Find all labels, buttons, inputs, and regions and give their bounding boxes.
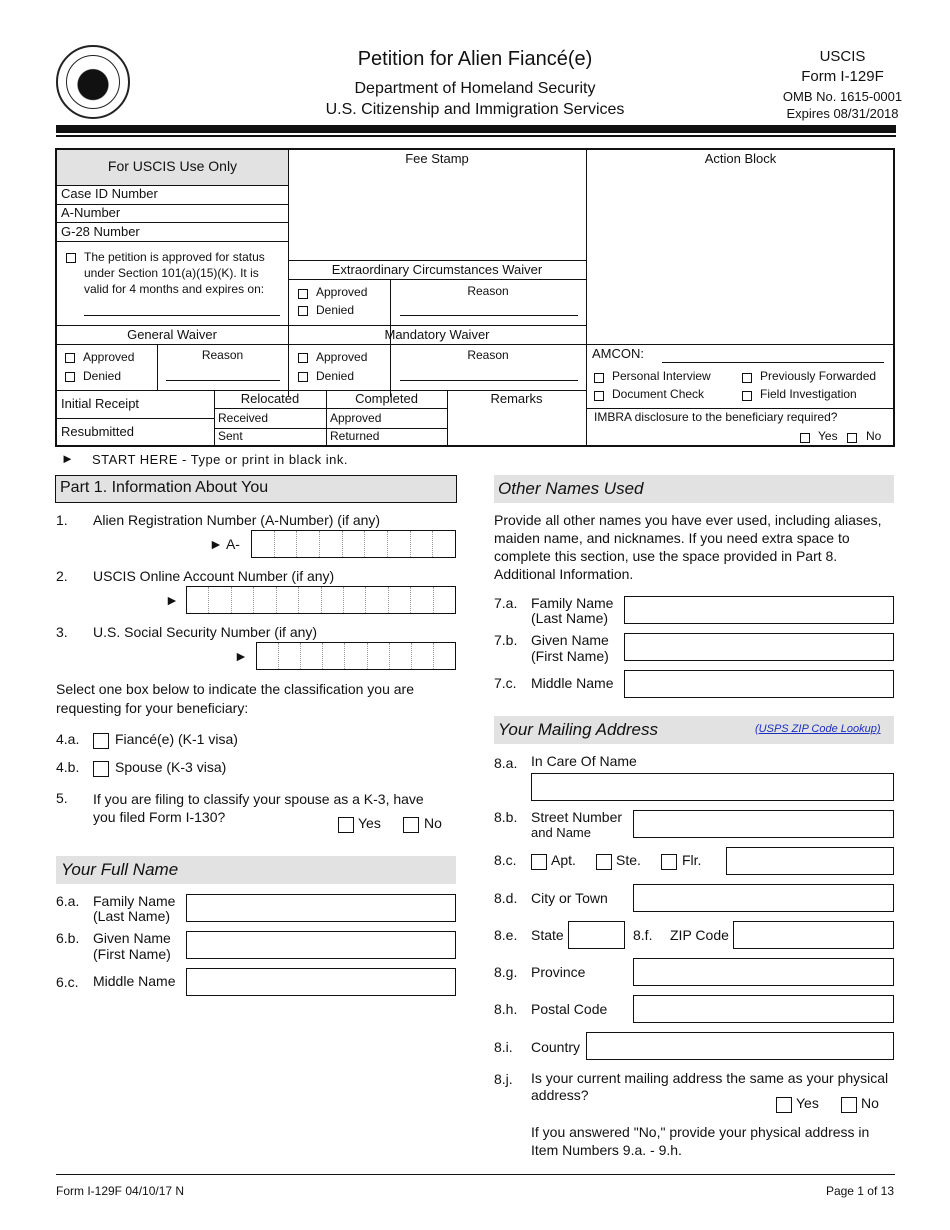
state-select[interactable] [568, 921, 625, 949]
q3-label: U.S. Social Security Number (if any) [93, 624, 318, 640]
q7b-label: Given Name [531, 632, 609, 648]
mandatory-reason-label: Reason [467, 348, 509, 362]
flr-checkbox[interactable] [661, 854, 677, 870]
received-label: Received [218, 411, 269, 425]
physical-address-note: If you answered "No," provide your physical address in Item Numbers 9.a. - 9.h. [531, 1124, 870, 1158]
q6b-sublabel: (First Name) [93, 946, 171, 962]
mandatory-denied-label: Denied [316, 369, 355, 383]
q8h-label: Postal Code [531, 1001, 608, 1017]
i130-no-label: No [424, 815, 442, 831]
q5-label: If you are filing to classify your spouse as a K-3, have you filed Form I-130? [93, 791, 424, 825]
ssn-input[interactable] [256, 642, 456, 670]
a-number-prefix: ► A- [209, 536, 240, 552]
returned-label: Returned [330, 429, 380, 443]
q8b-label: Street Number [531, 809, 623, 825]
q7a-number: 7.a. [494, 595, 518, 611]
omb-number: OMB No. 1615-0001 [782, 89, 903, 104]
initial-receipt-label: Initial Receipt [61, 396, 140, 411]
other-middle-name-input[interactable] [624, 670, 894, 698]
document-check-checkbox[interactable] [594, 391, 604, 401]
same-address-no-label: No [861, 1095, 879, 1111]
k1-visa-checkbox[interactable] [93, 733, 109, 749]
form-number: Form I-129F [801, 68, 884, 85]
k1-visa-label: Fiancé(e) (K-1 visa) [115, 731, 238, 747]
family-name-input[interactable] [186, 894, 456, 922]
i130-yes-checkbox[interactable] [338, 817, 354, 833]
q4b-number: 4.b. [56, 759, 80, 775]
city-input[interactable] [633, 884, 894, 912]
department-name: Department of Homeland Security [354, 80, 596, 97]
classification-instruction: Select one box below to indicate the classification you are requesting for your beneficiary: [56, 681, 414, 716]
q8i-label: Country [531, 1039, 581, 1055]
uscis-use-only-label: For USCIS Use Only [107, 158, 238, 174]
completed-label: Completed [355, 391, 418, 406]
fee-stamp-label: Fee Stamp [405, 151, 469, 166]
q6b-number: 6.b. [56, 930, 80, 946]
q8j-label: Is your current mailing address the same as your physical address? [531, 1070, 889, 1103]
mandatory-approved-checkbox[interactable] [298, 353, 308, 363]
amcon-label: AMCON: [592, 346, 644, 361]
given-name-input[interactable] [186, 931, 456, 959]
q8a-label: In Care Of Name [531, 753, 637, 769]
general-denied-checkbox[interactable] [65, 372, 75, 382]
header-rule-thin [56, 135, 896, 137]
q3-number: 3. [56, 624, 68, 640]
field-investigation-label: Field Investigation [760, 387, 857, 401]
q7b-number: 7.b. [494, 632, 518, 648]
relocated-label: Relocated [240, 391, 300, 406]
footer-page-number: Page 1 of 13 [825, 1184, 894, 1198]
q2-number: 2. [56, 568, 68, 584]
in-care-of-input[interactable] [531, 773, 894, 801]
ste-checkbox[interactable] [596, 854, 612, 870]
usps-zip-lookup-link[interactable]: (USPS ZIP Code Lookup) [755, 723, 881, 735]
q8g-number: 8.g. [494, 964, 518, 980]
q7b-sublabel: (First Name) [531, 648, 609, 664]
extraordinary-denied-label: Denied [316, 303, 355, 317]
q1-number: 1. [56, 512, 68, 528]
previously-forwarded-checkbox[interactable] [742, 373, 752, 383]
extraordinary-denied-checkbox[interactable] [298, 306, 308, 316]
dhs-seal [56, 45, 130, 119]
field-investigation-checkbox[interactable] [742, 391, 752, 401]
q6c-label: Middle Name [93, 973, 176, 989]
middle-name-input[interactable] [186, 968, 456, 996]
other-given-name-input[interactable] [624, 633, 894, 661]
general-reason-label: Reason [201, 348, 244, 362]
other-family-name-input[interactable] [624, 596, 894, 624]
mailing-address-title: Your Mailing Address [498, 720, 659, 739]
q8c-number: 8.c. [494, 852, 517, 868]
mandatory-denied-checkbox[interactable] [298, 372, 308, 382]
q8d-number: 8.d. [494, 890, 518, 906]
q7c-label: Middle Name [531, 675, 614, 691]
other-names-title: Other Names Used [498, 479, 644, 498]
resubmitted-label: Resubmitted [61, 424, 134, 439]
extraordinary-approved-label: Approved [316, 285, 368, 299]
q8g-label: Province [531, 964, 586, 980]
full-name-title: Your Full Name [61, 860, 179, 879]
extraordinary-waiver-label: Extraordinary Circumstances Waiver [331, 262, 543, 277]
q5-number: 5. [56, 790, 68, 806]
imbra-no-checkbox[interactable] [847, 433, 857, 443]
country-input[interactable] [586, 1032, 894, 1060]
k3-visa-checkbox[interactable] [93, 761, 109, 777]
part1-title: Part 1. Information About You [60, 479, 269, 496]
postal-code-input[interactable] [633, 995, 894, 1023]
uscis-label: USCIS [819, 48, 866, 65]
document-check-label: Document Check [612, 387, 705, 401]
q8e-label: State [531, 927, 564, 943]
approval-note: The petition is approved for status under Section 101(a)(15)(K). It is valid for 4 months and expires on: [84, 250, 265, 296]
q6b-label: Given Name [93, 930, 171, 946]
apt-checkbox[interactable] [531, 854, 547, 870]
remarks-label: Remarks [490, 391, 543, 406]
footer-form-id: Form I-129F 04/10/17 N [56, 1184, 185, 1198]
q7a-sublabel: (Last Name) [531, 610, 609, 626]
q8f-label: ZIP Code [670, 927, 729, 943]
q8d-label: City or Town [531, 890, 608, 906]
agency-name: U.S. Citizenship and Immigration Services [325, 101, 625, 118]
q8f-number: 8.f. [633, 927, 653, 943]
q7a-label: Family Name [531, 595, 614, 611]
q8j-number: 8.j. [494, 1071, 513, 1087]
start-arrow-icon: ► [61, 451, 74, 466]
case-id-label: Case ID Number [61, 186, 158, 201]
q6a-sublabel: (Last Name) [93, 908, 171, 924]
q1-label: Alien Registration Number (A-Number) (if any) [93, 512, 381, 528]
i130-no-checkbox[interactable] [403, 817, 419, 833]
same-address-yes-checkbox[interactable] [776, 1097, 792, 1113]
q8e-number: 8.e. [494, 927, 518, 943]
expiration-date: Expires 08/31/2018 [786, 106, 899, 121]
zip-code-input[interactable] [733, 921, 894, 949]
extraordinary-reason-label: Reason [467, 284, 509, 298]
extraordinary-approved-checkbox[interactable] [298, 289, 308, 299]
header-rule [56, 125, 896, 133]
same-address-no-checkbox[interactable] [841, 1097, 857, 1113]
q8b-number: 8.b. [494, 809, 518, 825]
mandatory-approved-label: Approved [316, 350, 368, 364]
i130-yes-label: Yes [358, 815, 381, 831]
a-number-input[interactable] [251, 530, 456, 558]
general-approved-checkbox[interactable] [65, 353, 75, 363]
q2-arrow-icon: ► [165, 592, 179, 608]
imbra-yes-checkbox[interactable] [800, 433, 810, 443]
general-approved-label: Approved [83, 350, 135, 364]
q6c-number: 6.c. [56, 974, 79, 990]
previously-forwarded-label: Previously Forwarded [760, 369, 877, 383]
action-block-label: Action Block [704, 151, 777, 166]
mandatory-waiver-label: Mandatory Waiver [384, 327, 490, 342]
province-input[interactable] [633, 958, 894, 986]
q6a-label: Family Name [93, 893, 176, 909]
imbra-yes-label: Yes [818, 429, 838, 443]
approval-checkbox[interactable] [66, 253, 76, 263]
imbra-question: IMBRA disclosure to the beneficiary required? [594, 410, 838, 424]
q8b-sublabel: and Name [531, 825, 591, 840]
imbra-no-label: No [866, 429, 882, 443]
ste-label: Ste. [616, 852, 641, 868]
q8i-number: 8.i. [494, 1039, 513, 1055]
k3-visa-label: Spouse (K-3 visa) [115, 759, 227, 775]
q8h-number: 8.h. [494, 1001, 518, 1017]
street-input[interactable] [633, 810, 894, 838]
q2-label: USCIS Online Account Number (if any) [93, 568, 335, 584]
personal-interview-checkbox[interactable] [594, 373, 604, 383]
same-address-yes-label: Yes [796, 1095, 819, 1111]
personal-interview-label: Personal Interview [612, 369, 711, 383]
q4a-number: 4.a. [56, 731, 80, 747]
apt-label: Apt. [551, 852, 576, 868]
flr-label: Flr. [682, 852, 702, 868]
a-number-label: A-Number [61, 205, 121, 220]
unit-number-input[interactable] [726, 847, 894, 875]
uscis-online-account-input[interactable] [186, 586, 456, 614]
form-title: Petition for Alien Fiancé(e) [357, 48, 593, 70]
q6a-number: 6.a. [56, 893, 80, 909]
other-names-intro: Provide all other names you have ever used, including aliases, maiden name, and nicknames. If you need extra space to complete this section, use the space provided in Part 8. Additional Information. [494, 512, 882, 582]
general-denied-label: Denied [83, 369, 122, 383]
start-here-instruction: START HERE - Type or print in black ink. [92, 452, 349, 467]
general-waiver-label: General Waiver [127, 327, 217, 342]
q8a-number: 8.a. [494, 755, 518, 771]
q3-arrow-icon: ► [234, 648, 248, 664]
sent-label: Sent [218, 429, 243, 443]
q7c-number: 7.c. [494, 675, 517, 691]
g28-label: G-28 Number [61, 224, 140, 239]
completed-approved-label: Approved [330, 411, 382, 425]
